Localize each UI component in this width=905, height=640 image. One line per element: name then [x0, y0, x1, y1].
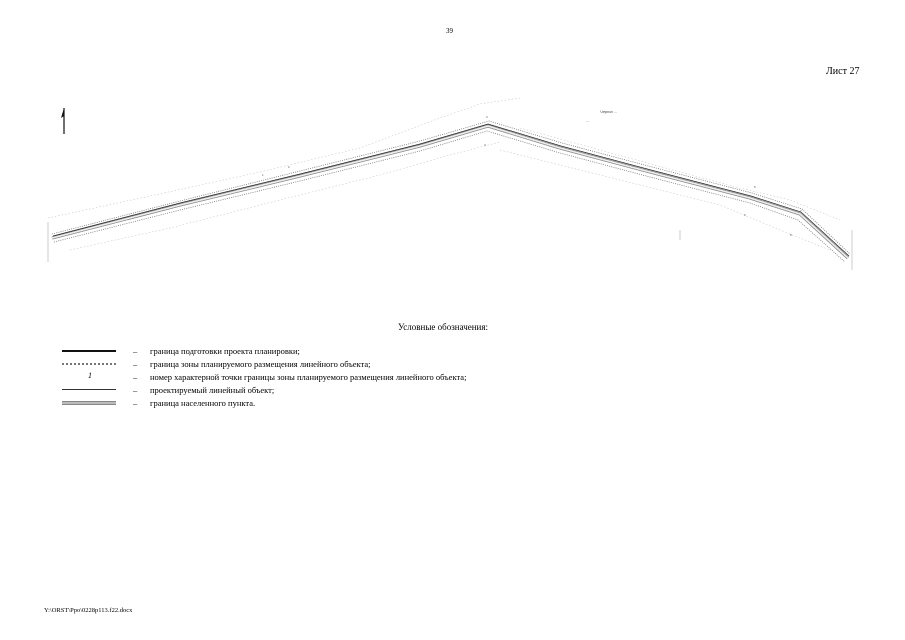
north-arrow-icon: [61, 108, 64, 134]
legend-dash: –: [133, 372, 138, 382]
sheet-label: Лист 27: [826, 66, 860, 77]
parcel-hatch: [48, 98, 840, 250]
point-label: 7: [800, 209, 802, 213]
point-label: 5: [754, 185, 756, 189]
point-label: 8: [790, 233, 792, 237]
legend-dash: –: [133, 359, 138, 369]
point-label: 6: [744, 213, 746, 217]
legend-text: граница населенного пункта.: [150, 398, 256, 408]
legend-text: номер характерной точки границы зоны планируемого размещения линейного объекта;: [150, 372, 467, 382]
legend-dash: –: [133, 346, 138, 356]
map-annotation: Черта ...: [600, 109, 618, 114]
planning-map: [0, 0, 905, 300]
legend-symbol-thin-line: [62, 385, 116, 395]
legend-text: граница зоны планируемого размещения линейного объекта;: [150, 359, 371, 369]
legend-symbol-number-text: 1: [88, 371, 92, 380]
footer-file-path: Y:\ORST\Ppo\0228p113.f22.docx: [44, 607, 133, 614]
legend-dash: –: [133, 385, 138, 395]
legend-symbol-solid-line: [62, 346, 116, 356]
point-label: 3: [486, 115, 488, 119]
point-label: 2: [288, 165, 290, 169]
point-label: 1: [262, 173, 264, 177]
legend-text: граница подготовки проекта планировки;: [150, 346, 300, 356]
legend-symbol-number: [62, 372, 116, 382]
settlement-boundary: [52, 126, 848, 258]
page-number: 39: [446, 27, 453, 35]
projected-linear-object: [53, 124, 849, 256]
legend-symbol-double-line: [62, 398, 116, 408]
legend-title: Условные обозначения:: [398, 322, 489, 332]
legend-text: проектируемый линейный объект;: [150, 385, 275, 395]
map-annotation: ...: [586, 118, 590, 123]
legend-dash: –: [133, 398, 138, 408]
legend-symbol-dotted-line: [62, 359, 116, 369]
edge-markers: [48, 222, 852, 270]
point-label: 4: [484, 143, 486, 147]
point-labels: [262, 115, 802, 237]
